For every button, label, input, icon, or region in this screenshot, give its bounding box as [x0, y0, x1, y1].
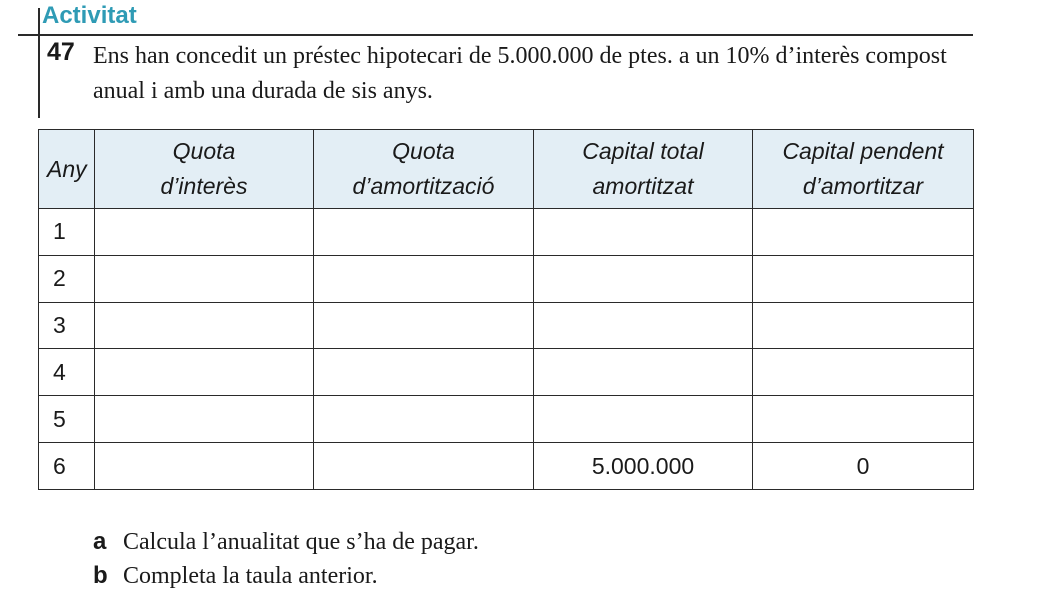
question-text: Calcula l’anualitat que s’ha de pagar. [123, 529, 479, 555]
amortization-cell [314, 209, 534, 256]
header-rule [18, 34, 973, 36]
year-cell: 2 [39, 255, 95, 302]
total-amortized-cell: 5.000.000 [534, 443, 753, 490]
pending-cell [753, 396, 974, 443]
section-label: Activitat [42, 2, 137, 29]
interest-cell [95, 349, 314, 396]
amortization-cell [314, 443, 534, 490]
questions-list [93, 525, 479, 593]
interest-cell [95, 396, 314, 443]
header-pending: Capital pendent d’amortitzar [753, 130, 974, 209]
table-header-row [39, 130, 974, 209]
header-interest: Quota d’interès [95, 130, 314, 209]
pending-cell [753, 349, 974, 396]
table-row [39, 302, 974, 349]
amortization-cell [314, 349, 534, 396]
table-row [39, 349, 974, 396]
table-row [39, 443, 974, 490]
pending-cell [753, 302, 974, 349]
interest-cell [95, 255, 314, 302]
table-row [39, 396, 974, 443]
margin-rule [38, 8, 40, 118]
table-row [39, 209, 974, 256]
question-letter: b [93, 562, 108, 589]
interest-cell [95, 302, 314, 349]
year-cell: 6 [39, 443, 95, 490]
total-amortized-cell [534, 255, 753, 302]
header-amortization: Quota d’amortització [314, 130, 534, 209]
amortization-table [38, 129, 974, 490]
year-cell: 5 [39, 396, 95, 443]
question-text: Completa la taula anterior. [123, 563, 378, 589]
pending-cell [753, 255, 974, 302]
total-amortized-cell [534, 349, 753, 396]
year-cell: 4 [39, 349, 95, 396]
interest-cell [95, 209, 314, 256]
year-cell: 1 [39, 209, 95, 256]
question-item [93, 525, 479, 559]
interest-cell [95, 443, 314, 490]
total-amortized-cell [534, 302, 753, 349]
amortization-cell [314, 302, 534, 349]
year-cell: 3 [39, 302, 95, 349]
pending-cell [753, 209, 974, 256]
amortization-cell [314, 255, 534, 302]
exercise-statement: Ens han concedit un préstec hipotecari de 5.000.000 de ptes. a un 10% d’interès compost anual i amb una durada de sis anys. [93, 43, 947, 104]
table-row [39, 255, 974, 302]
total-amortized-cell [534, 396, 753, 443]
question-letter: a [93, 528, 107, 555]
header-year: Any [39, 130, 95, 209]
pending-cell: 0 [753, 443, 974, 490]
amortization-cell [314, 396, 534, 443]
exercise-number: 47 [47, 38, 75, 66]
total-amortized-cell [534, 209, 753, 256]
header-total-amortized: Capital total amortitzat [534, 130, 753, 209]
question-item [93, 559, 479, 593]
